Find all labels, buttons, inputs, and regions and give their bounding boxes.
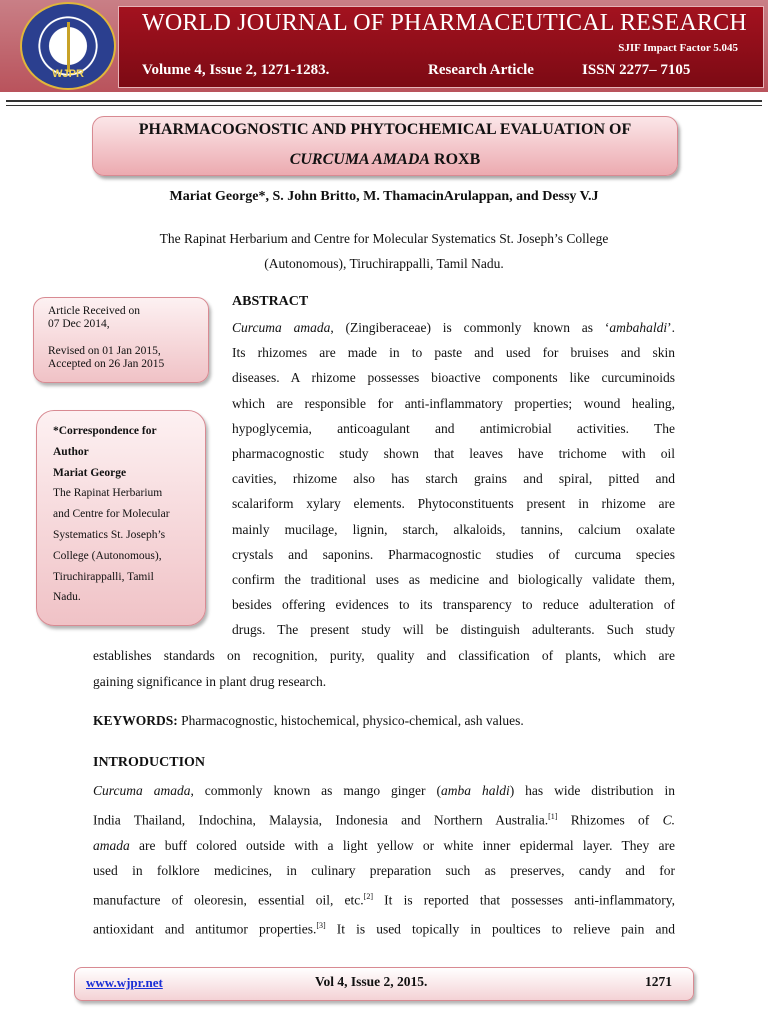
- abstract-line: confirm the traditional uses as medicine and biologically validate them,: [232, 572, 675, 588]
- page-number: 1271: [645, 974, 672, 989]
- abstract-line: pharmacognostic study shown that leaves have trichome with oil: [232, 446, 675, 462]
- correspondence-address-line: Nadu.: [53, 591, 81, 604]
- revised-date: Revised on 01 Jan 2015,: [48, 345, 161, 357]
- journal-website-link[interactable]: www.wjpr.net: [86, 975, 163, 990]
- correspondence-label: *Correspondence for: [53, 425, 157, 437]
- volume-info: Volume 4, Issue 2, 1271-1283.: [142, 62, 330, 78]
- footer-volume: Vol 4, Issue 2, 2015.: [315, 974, 428, 989]
- abstract-body: [232, 315, 675, 643]
- keywords-label: KEYWORDS:: [93, 713, 178, 728]
- citation-3: [3]: [316, 920, 326, 930]
- abstract-line: cavities, rhizome also has starch grains and spiral, pitted and: [232, 471, 675, 487]
- intro-line: amada are buff colored outside with a light yellow or white inner epidermal layer. They are: [93, 837, 675, 853]
- received-date: 07 Dec 2014,: [48, 318, 110, 330]
- abstract-line: gaining significance in plant drug research.: [93, 673, 327, 689]
- abstract-line: Curcuma amada, (Zingiberaceae) is commonly known as ‘ambahaldi’.: [232, 320, 675, 335]
- abstract-line: drugs. The present study will be distinguish adulterants. Such study: [232, 622, 675, 638]
- journal-logo: [20, 2, 116, 90]
- abstract-line: besides offering evidences to its transparency to reduce adulteration of: [232, 597, 675, 613]
- impact-factor: SJIF Impact Factor 5.045: [618, 42, 738, 54]
- abstract-body-full: [93, 643, 675, 694]
- author-list: Mariat George*, S. John Britto, M. ThamacinArulappan, and Dessy V.J: [169, 189, 599, 204]
- correspondence-address-line: Tiruchirappalli, Tamil: [53, 570, 154, 583]
- species-authority: ROXB: [430, 151, 481, 168]
- article-type: Research Article: [428, 62, 534, 78]
- received-label: Article Received on: [48, 305, 140, 317]
- correspondence-address-line: The Rapinat Herbarium: [53, 487, 163, 500]
- correspondence-address-line: Systematics St. Joseph’s: [53, 528, 166, 541]
- affiliation-line: The Rapinat Herbarium and Centre for Molecular Systematics St. Joseph’s College: [159, 231, 609, 246]
- correspondence-label: Author: [53, 445, 89, 458]
- correspondence-address-line: College (Autonomous),: [53, 549, 162, 562]
- abstract-line: crystals and saponins. Pharmacognostic studies of curcuma species: [232, 546, 675, 562]
- journal-title: WORLD JOURNAL OF PHARMACEUTICAL RESEARCH: [142, 10, 747, 36]
- abstract-line: establishes standards on recognition, purity, quality and classification of plants, which are: [93, 648, 675, 663]
- abstract-line: which are responsible for anti-inflammatory properties; wound healing,: [232, 395, 675, 411]
- header-rule: [6, 100, 762, 102]
- article-info-box: [33, 297, 209, 383]
- paper-title-line1: PHARMACOGNOSTIC AND PHYTOCHEMICAL EVALUATION OF: [138, 121, 632, 138]
- citation-2: [2]: [363, 891, 373, 901]
- logo-text: WJPR: [52, 68, 84, 80]
- keywords: [93, 713, 524, 729]
- affiliation-line: (Autonomous), Tiruchirappalli, Tamil Nadu.: [264, 256, 504, 271]
- abstract-heading: ABSTRACT: [232, 294, 309, 309]
- intro-line: India Thailand, Indochina, Malaysia, Indonesia and Northern Australia.[1] Rhizomes of C.: [93, 811, 675, 827]
- paper-title-line2: [92, 151, 678, 169]
- introduction-body: [93, 778, 675, 942]
- intro-line: Curcuma amada, commonly known as mango ginger (amba haldi) has wide distribution in: [93, 783, 675, 798]
- abstract-line: mainly mucilage, lignin, starch, alkaloids, tannins, calcium oxalate: [232, 521, 675, 537]
- citation-1: [1]: [548, 811, 558, 821]
- accepted-date: Accepted on 26 Jan 2015: [48, 358, 165, 370]
- caduceus-icon: [67, 22, 70, 72]
- keywords-text: Pharmacognostic, histochemical, physico-chemical, ash values.: [177, 713, 524, 728]
- abstract-line: Its rhizomes are made in to paste and used for bruises and skin: [232, 345, 675, 361]
- intro-line: used in folklore medicines, in culinary preparation such as preserves, candy and for: [93, 863, 675, 878]
- abstract-line: scalariform xylary elements. Phytoconstituents present in rhizome are: [232, 496, 675, 512]
- correspondence-box: [36, 410, 206, 626]
- intro-line: manufacture of oleoresin, essential oil, etc.[2] It is reported that possesses anti-inflammatory,: [93, 891, 675, 907]
- affiliation: [80, 226, 688, 276]
- abstract-line: hypoglycemia, anticoagulant and antimicrobial activities. The: [232, 420, 675, 436]
- issn: ISSN 2277– 7105: [582, 62, 691, 78]
- correspondence-address-line: and Centre for Molecular: [53, 508, 170, 521]
- abstract-line: diseases. A rhizome possesses bioactive components like curcuminoids: [232, 370, 675, 386]
- intro-line: antioxidant and antitumor properties.[3] It is used topically in poultices to relieve pain and: [93, 920, 675, 936]
- header-rule-thin: [6, 105, 762, 106]
- introduction-heading: INTRODUCTION: [93, 755, 206, 770]
- species-name: CURCUMA AMADA: [289, 151, 431, 168]
- correspondence-name: Mariat George: [53, 466, 127, 479]
